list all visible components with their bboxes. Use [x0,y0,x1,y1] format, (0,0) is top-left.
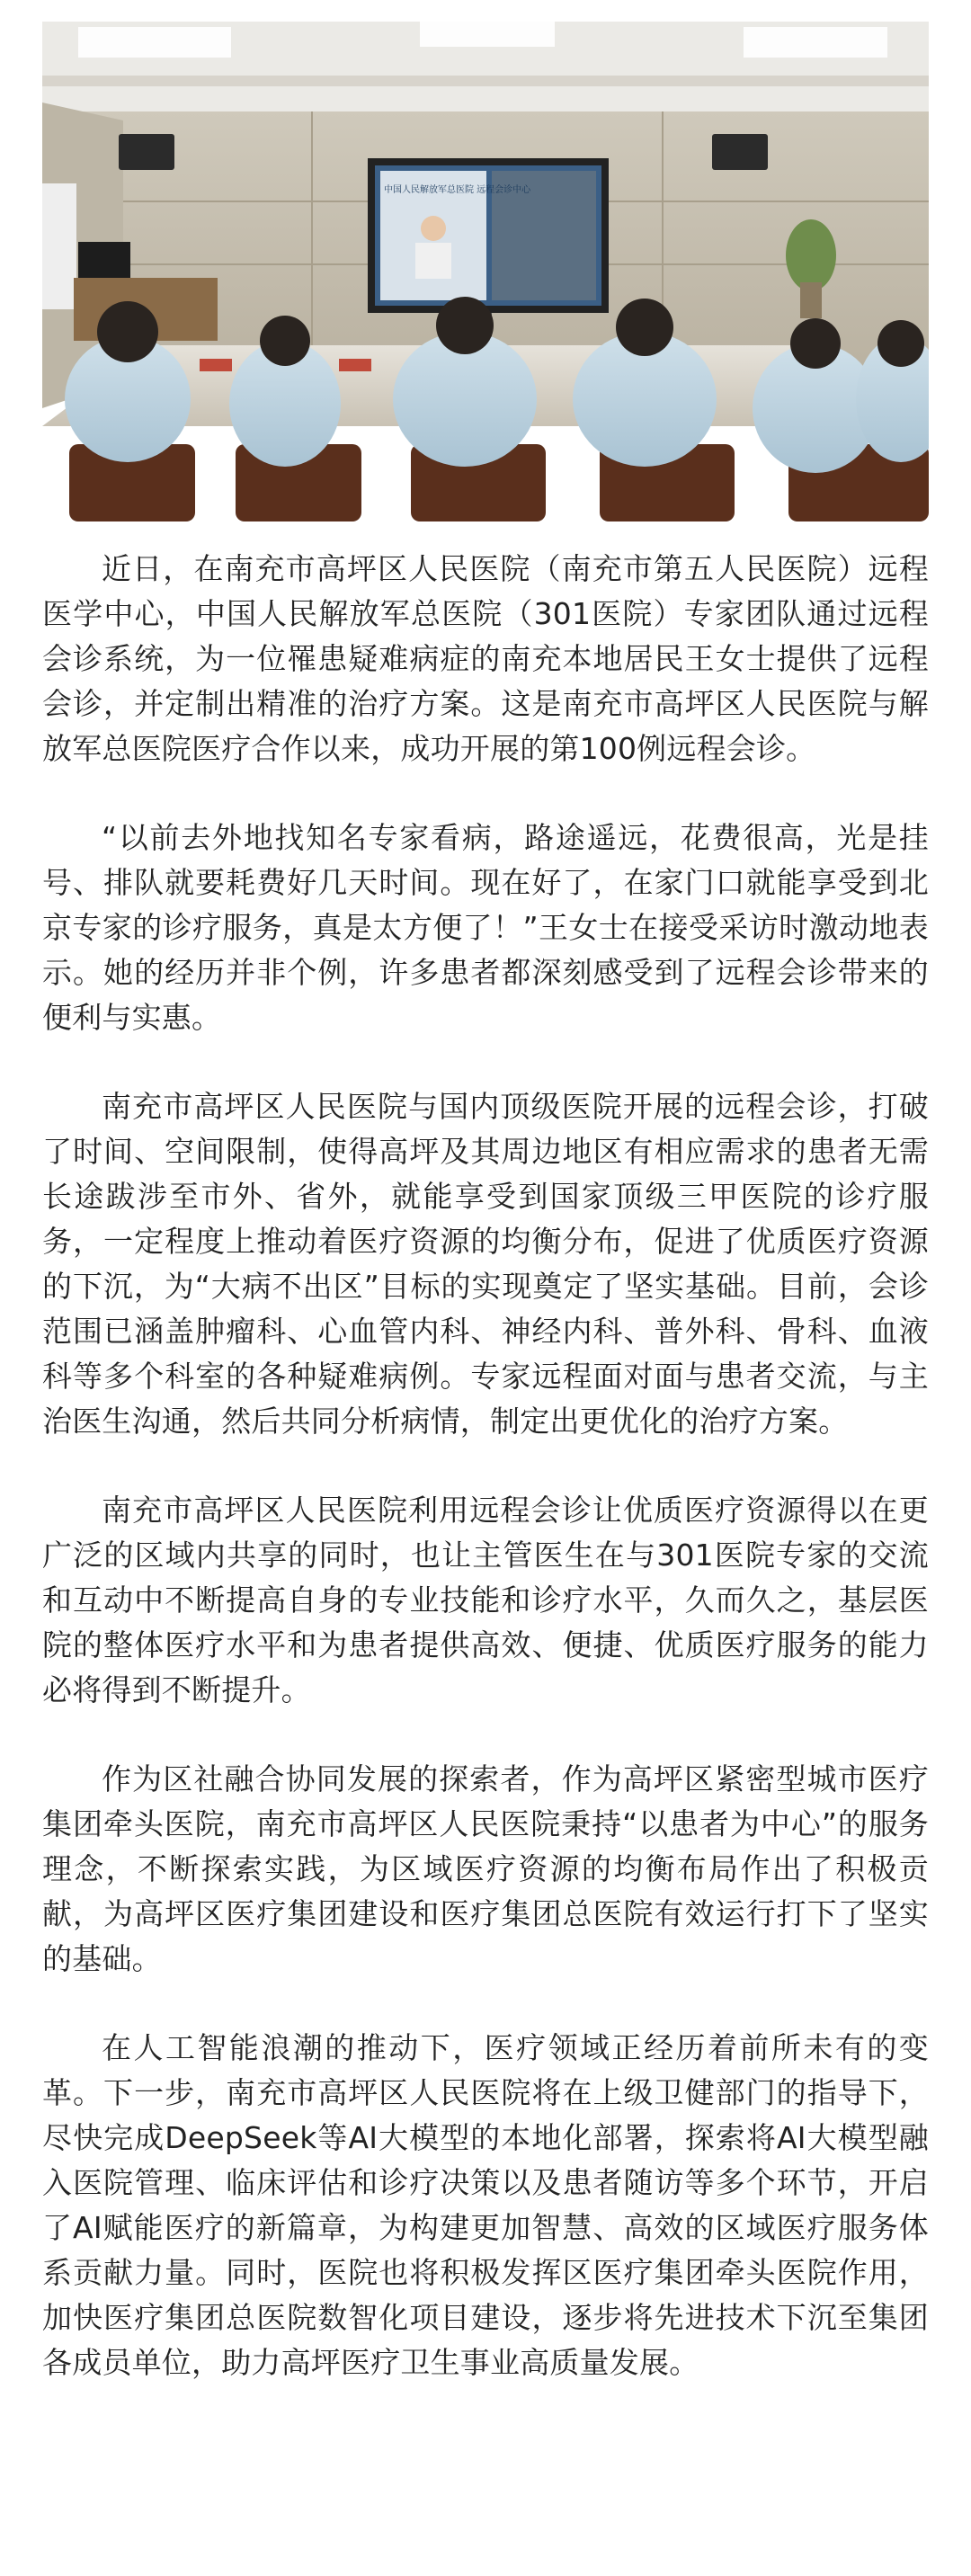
paragraph-4: 南充市高坪区人民医院利用远程会诊让优质医疗资源得以在更广泛的区域内共享的同时，也让主管医生在与301医院专家的交流和互动中不断提高自身的专业技能和诊疗水平，久而久之，基层医院的整体医疗水平和为患者提供高效、便捷、优质医疗服务的能力必将得到不断提升。 [42,1493,929,1707]
article-body [42,547,929,2429]
paragraph-1: 近日，在南充市高坪区人民医院（南充市第五人民医院）远程医学中心，中国人民解放军总医院（301医院）专家团队通过远程会诊系统，为一位罹患疑难病症的南充本地居民王女士提供了远程会诊，并定制出精准的治疗方案。这是南充市高坪区人民医院与解放军总医院医疗合作以来，成功开展的第100例远程会诊。 [42,551,929,766]
paragraph-2: “以前去外地找知名专家看病，路途遥远，花费很高，光是挂号、排队就要耗费好几天时间。现在好了，在家门口就能享受到北京专家的诊疗服务，真是太方便了！”王女士在接受采访时激动地表示。她的经历并非个例，许多患者都深刻感受到了远程会诊带来的便利与实惠。 [42,820,929,1035]
screen-caption: 中国人民解放军总医院 远程会诊中心 [384,185,531,195]
article-photo [42,22,929,521]
paragraph-5: 作为区社融合协同发展的探索者，作为高坪区紧密型城市医疗集团牵头医院，南充市高坪区人民医院秉持“以患者为中心”的服务理念，不断探索实践，为区域医疗资源的均衡布局作出了积极贡献，为高坪区医疗集团建设和医疗集团总医院有效运行打下了坚实的基础。 [42,1761,929,1976]
paragraph-3: 南充市高坪区人民医院与国内顶级医院开展的远程会诊，打破了时间、空间限制，使得高坪及其周边地区有相应需求的患者无需长途跋涉至市外、省外，就能享受到国家顶级三甲医院的诊疗服务，一定程度上推动着医疗资源的均衡分布，促进了优质医疗资源的下沉，为“大病不出区”目标的实现奠定了坚实基础。目前，会诊范围已涵盖肿瘤科、心血管内科、神经内科、普外科、骨科、血液科等多个科室的各种疑难病例。专家远程面对面与患者交流，与主治医生沟通，然后共同分析病情，制定出更优化的治疗方案。 [42,1089,929,1439]
paragraph-6: 在人工智能浪潮的推动下，医疗领域正经历着前所未有的变革。下一步，南充市高坪区人民医院将在上级卫健部门的指导下，尽快完成DeepSeek等AI大模型的本地化部署，探索将AI大模型融入医院管理、临床评估和诊疗决策以及患者随访等多个环节，开启了AI赋能医疗的新篇章，为构建更加智慧、高效的区域医疗服务体系贡献力量。同时，医院也将积极发挥区医疗集团牵头医院作用，加快医疗集团总医院数智化项目建设，逐步将先进技术下沉至集团各成员单位，助力高坪医疗卫生事业高质量发展。 [42,2030,929,2380]
